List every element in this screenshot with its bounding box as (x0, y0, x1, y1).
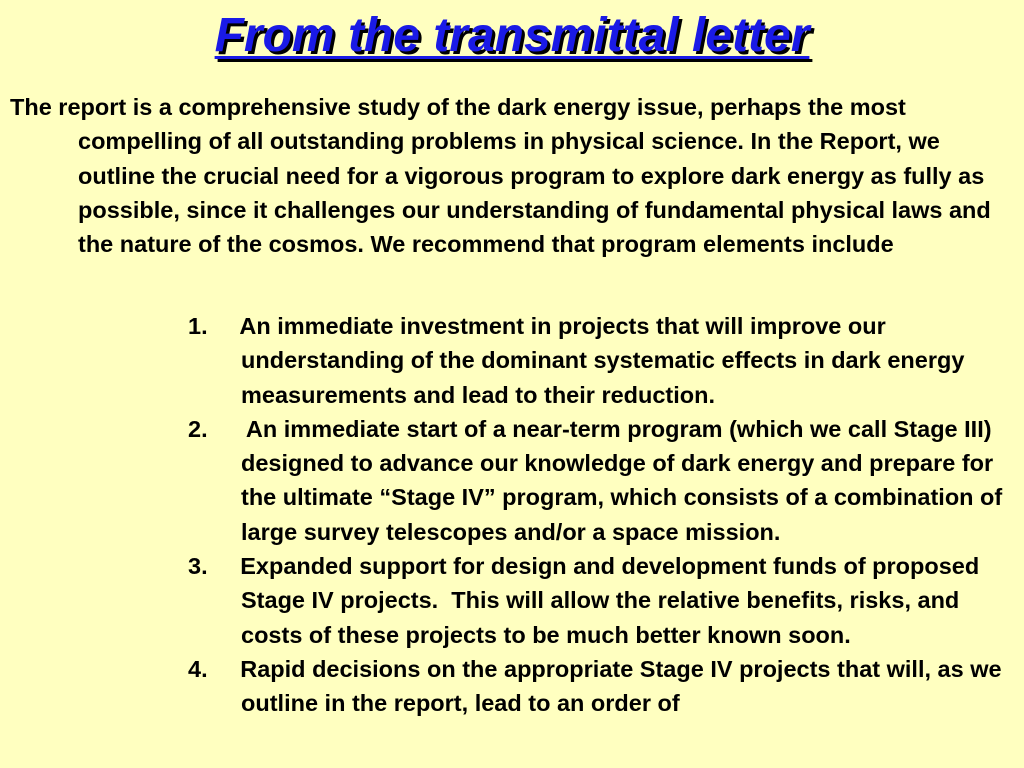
recommendation-text: An immediate investment in projects that will improve our understanding of the dominant systematic effects in dark energy measurements and lead to their reduction. (207, 313, 971, 408)
recommendation-number: 3. (188, 553, 208, 580)
recommendation-list (188, 309, 1024, 721)
recommendation-number: 1. (188, 313, 208, 339)
recommendation-text: An immediate start of a near-term program (which we call Stage III) designed to advance our knowledge of dark energy and prepare for the ultimate “Stage IV” program, which consists of a combination of large survey telescopes and/or a space mission. (207, 415, 1009, 545)
recommendation-item-2 (188, 412, 1024, 549)
recommendation-item-1 (188, 309, 1024, 412)
recommendation-item-4 (188, 652, 1024, 721)
recommendation-text: Rapid decisions on the appropriate Stage IV projects that will, as we outline in the report, lead to an order of (207, 655, 1009, 717)
recommendation-item-3 (188, 549, 1024, 652)
recommendation-number: 4. (188, 655, 208, 682)
slide-title: From the transmittal letter (214, 9, 810, 62)
recommendation-number: 2. (188, 415, 208, 442)
recommendation-text: Expanded support for design and development funds of proposed Stage IV projects. This will allow the relative benefits, risks, and costs of these projects to be much better known soon. (207, 553, 986, 648)
intro-paragraph: The report is a comprehensive study of the dark energy issue, perhaps the most compelling of all outstanding problems in physical science. In the Report, we outline the crucial need for a vigorous program to explore dark energy as fully as possible, since it challenges our understanding of fundamental physical laws and the nature of the cosmos. We recommend that program elements include (10, 94, 991, 258)
